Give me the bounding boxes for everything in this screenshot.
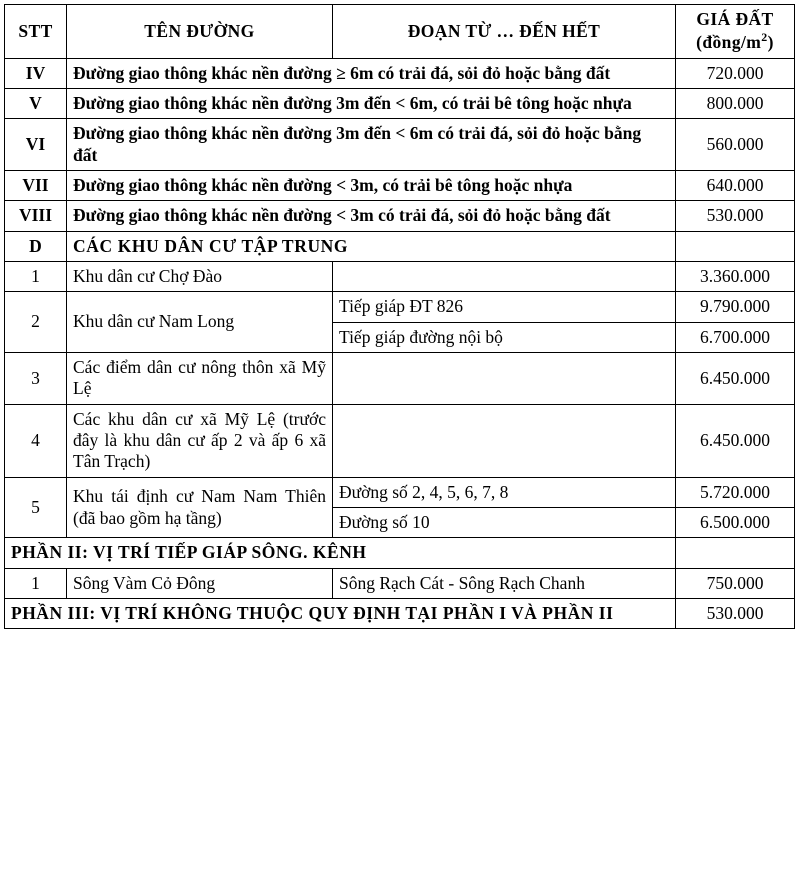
land-price-table [4,4,795,629]
table-header-row [5,5,795,59]
part-two-row-stt-1: 1 [5,568,67,598]
table-row [5,88,795,118]
row-price-nam-nam-thien-1: 5.720.000 [676,477,795,507]
row-segment-nam-nam-thien-2: Đường số 10 [333,508,676,538]
column-header-segment: ĐOẠN TỪ … ĐẾN HẾT [333,5,676,59]
row-price-vi: 560.000 [676,119,795,171]
table-row [5,352,795,404]
row-name-nam-nam-thien: Khu tái định cư Nam Nam Thiên (đã bao gồm hạ tầng) [67,477,333,538]
row-stt-3: 3 [5,352,67,404]
row-stt-4: 4 [5,404,67,477]
row-price-1: 3.360.000 [676,261,795,291]
row-description-viii: Đường giao thông khác nền đường < 3m có trải đá, sỏi đỏ hoặc bằng đất [67,201,676,231]
row-price-nam-long-2: 6.700.000 [676,322,795,352]
row-segment-nam-long-2: Tiếp giáp đường nội bộ [333,322,676,352]
land-price-title: GIÁ ĐẤT [696,9,774,29]
part-two-row-segment-vam-co-dong: Sông Rạch Cát - Sông Rạch Chanh [333,568,676,598]
row-name-my-le-rural: Các điểm dân cư nông thôn xã Mỹ Lệ [67,352,333,404]
row-segment-cho-dao [333,261,676,291]
row-segment-my-le-rural [333,352,676,404]
part-three-price: 530.000 [676,599,795,629]
table-row [5,477,795,507]
land-price-unit-prefix: (đồng/m [696,32,762,53]
part-two-row-name-vam-co-dong: Sông Vàm Cỏ Đông [67,568,333,598]
row-stt-d: D [5,231,67,261]
row-price-vii: 640.000 [676,170,795,200]
row-stt-5: 5 [5,477,67,538]
row-description-vii: Đường giao thông khác nền đường < 3m, có trải bê tông hoặc nhựa [67,170,676,200]
land-price-unit-suffix: ) [767,32,774,53]
table-row [5,201,795,231]
row-price-viii: 530.000 [676,201,795,231]
table-row [5,58,795,88]
column-header-street-name: TÊN ĐƯỜNG [67,5,333,59]
row-segment-nam-long-1: Tiếp giáp ĐT 826 [333,292,676,322]
row-stt-vii: VII [5,170,67,200]
row-price-nam-nam-thien-2: 6.500.000 [676,508,795,538]
row-stt-iv: IV [5,58,67,88]
table-row [5,292,795,322]
row-price-4: 6.450.000 [676,404,795,477]
row-price-nam-long-1: 9.790.000 [676,292,795,322]
row-name-cho-dao: Khu dân cư Chợ Đào [67,261,333,291]
table-row [5,568,795,598]
row-name-nam-long: Khu dân cư Nam Long [67,292,333,353]
part-three-banner: PHẦN III: VỊ TRÍ KHÔNG THUỘC QUY ĐỊNH TẠI PHẦN I VÀ PHẦN II [5,599,676,629]
table-row [5,261,795,291]
land-price-unit [682,30,788,53]
table-row [5,170,795,200]
land-price-unit-superscript: 2 [761,30,768,45]
table-row-group-heading [5,231,795,261]
row-price-3: 6.450.000 [676,352,795,404]
row-stt-v: V [5,88,67,118]
table-row [5,404,795,477]
row-price-iv: 720.000 [676,58,795,88]
row-price-d [676,231,795,261]
row-description-iv: Đường giao thông khác nền đường ≥ 6m có trải đá, sỏi đỏ hoặc bằng đất [67,58,676,88]
table-header [5,5,795,59]
part-two-row-price-1: 750.000 [676,568,795,598]
row-description-v: Đường giao thông khác nền đường 3m đến < 6m, có trải bê tông hoặc nhựa [67,88,676,118]
table-row-part-banner [5,538,795,568]
row-price-v: 800.000 [676,88,795,118]
column-header-land-price [676,5,795,59]
table-row [5,119,795,171]
row-description-vi: Đường giao thông khác nền đường 3m đến < 6m có trải đá, sỏi đỏ hoặc bằng đất [67,119,676,171]
table-body [5,58,795,629]
row-stt-1: 1 [5,261,67,291]
row-stt-2: 2 [5,292,67,353]
column-header-stt: STT [5,5,67,59]
part-two-banner: PHẦN II: VỊ TRÍ TIẾP GIÁP SÔNG. KÊNH [5,538,676,568]
row-stt-vi: VI [5,119,67,171]
table-row-part-banner [5,599,795,629]
group-title-residential-clusters: CÁC KHU DÂN CƯ TẬP TRUNG [67,231,676,261]
row-stt-viii: VIII [5,201,67,231]
part-two-banner-price [676,538,795,568]
row-segment-my-le-clusters [333,404,676,477]
row-name-my-le-clusters: Các khu dân cư xã Mỹ Lệ (trước đây là khu dân cư ấp 2 và ấp 6 xã Tân Trạch) [67,404,333,477]
row-segment-nam-nam-thien-1: Đường số 2, 4, 5, 6, 7, 8 [333,477,676,507]
